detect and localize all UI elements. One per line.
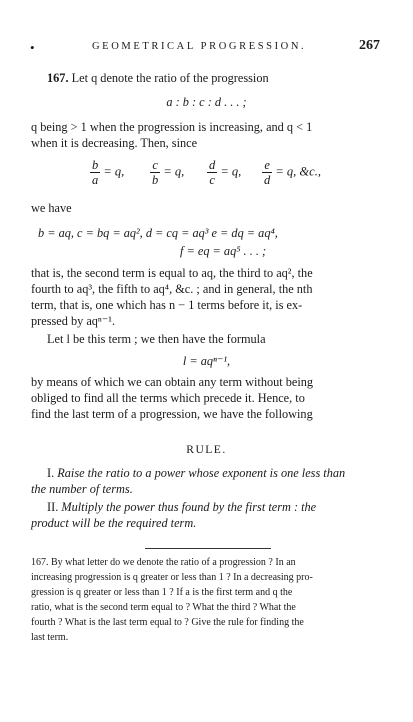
paragraph-line: pressed by aqⁿ⁻¹. — [31, 314, 116, 328]
running-header — [0, 38, 413, 58]
fraction-denominator: a — [92, 173, 99, 187]
rule-item-number: I. — [47, 466, 55, 480]
fraction-denominator: b — [152, 173, 159, 187]
rule-item-text: Raise the ratio to a power whose exponent is one less than — [57, 466, 346, 480]
fraction-denominator: d — [264, 173, 271, 187]
header-mark: • — [30, 40, 35, 55]
footnote-line: last term. — [31, 632, 69, 643]
rule-item-2-continuation: product will be the required term. — [31, 516, 197, 530]
fraction-rhs: = q, — [163, 164, 185, 179]
increasing-line: q being > 1 when the progression is increasing, and q < 1 — [31, 120, 313, 134]
paragraph-line: find the last term of a progression, we have the following — [31, 407, 313, 421]
fraction-numerator: d — [209, 158, 216, 172]
rule-item-text: Multiply the power thus found by the first term : the — [61, 500, 317, 514]
progression-expression: a : b : c : d . . . ; — [166, 95, 247, 109]
fraction-numerator: e — [262, 158, 272, 173]
fraction-denominator: c — [209, 173, 215, 187]
footnote-separator — [145, 548, 271, 549]
fraction-rhs: = q, — [220, 164, 242, 179]
paragraph-line: fourth to aq³, the fifth to aq⁴, &c. ; and in general, the nth — [31, 282, 313, 296]
fraction-d-over-c — [207, 158, 241, 187]
fraction-numerator: b — [92, 158, 99, 172]
page-number: 267 — [359, 38, 380, 53]
rule-heading: RULE. — [186, 444, 227, 456]
fraction-rhs: = q, — [103, 164, 125, 179]
footnote-line: gression is q greater or less than 1 ? If a is the first term and q the — [31, 587, 293, 598]
paragraph-let-l: Let l be this term ; we then have the formula — [47, 332, 266, 346]
footnote-line: increasing progression is q greater or less than 1 ? In a decreasing pro- — [31, 572, 313, 583]
article-number: 167. — [47, 71, 69, 85]
footnote-line: ratio, what is the second term equal to ? What the third ? What the — [31, 602, 296, 613]
paragraph-line: that is, the second term is equal to aq, the third to aq², the — [31, 266, 313, 280]
rule-item-1-continuation: the number of terms. — [31, 482, 133, 496]
rule-item-1 — [47, 465, 399, 481]
rule-item-number: II. — [47, 500, 59, 514]
paragraph-line: by means of which we can obtain any term without being — [31, 375, 314, 389]
paragraph-line: obliged to find all the terms which precede it. Hence, to — [31, 391, 305, 405]
footnote-line: 167. By what letter do we denote the ratio of a progression ? In an — [31, 557, 296, 568]
equation-line-2: f = eq = aq⁵ . . . ; — [180, 244, 267, 258]
fraction-e-over-d — [262, 158, 321, 187]
equation-line-1: b = aq, c = bq = aq², d = cq = aq³ e = dq = aq⁴, — [38, 226, 278, 240]
footnote-line: fourth ? What is the last term equal to ? Give the rule for finding the — [31, 617, 304, 628]
fraction-c-over-b — [150, 158, 184, 187]
intro-text: Let q denote the ratio of the progression — [71, 71, 269, 85]
rule-item-2 — [47, 499, 399, 515]
running-title: GEOMETRICAL PROGRESSION. — [92, 41, 307, 52]
fraction-rhs: = q, &c., — [275, 164, 321, 179]
fraction-numerator: c — [150, 158, 160, 173]
nth-term-formula: l = aqⁿ⁻¹, — [182, 354, 231, 368]
fraction-b-over-a — [90, 158, 124, 187]
we-have-text: we have — [31, 201, 72, 215]
decreasing-line: when it is decreasing. Then, since — [31, 136, 198, 150]
paragraph-line: term, that is, one which has n − 1 terms before it, is ex- — [31, 298, 303, 312]
article-intro — [47, 70, 399, 86]
